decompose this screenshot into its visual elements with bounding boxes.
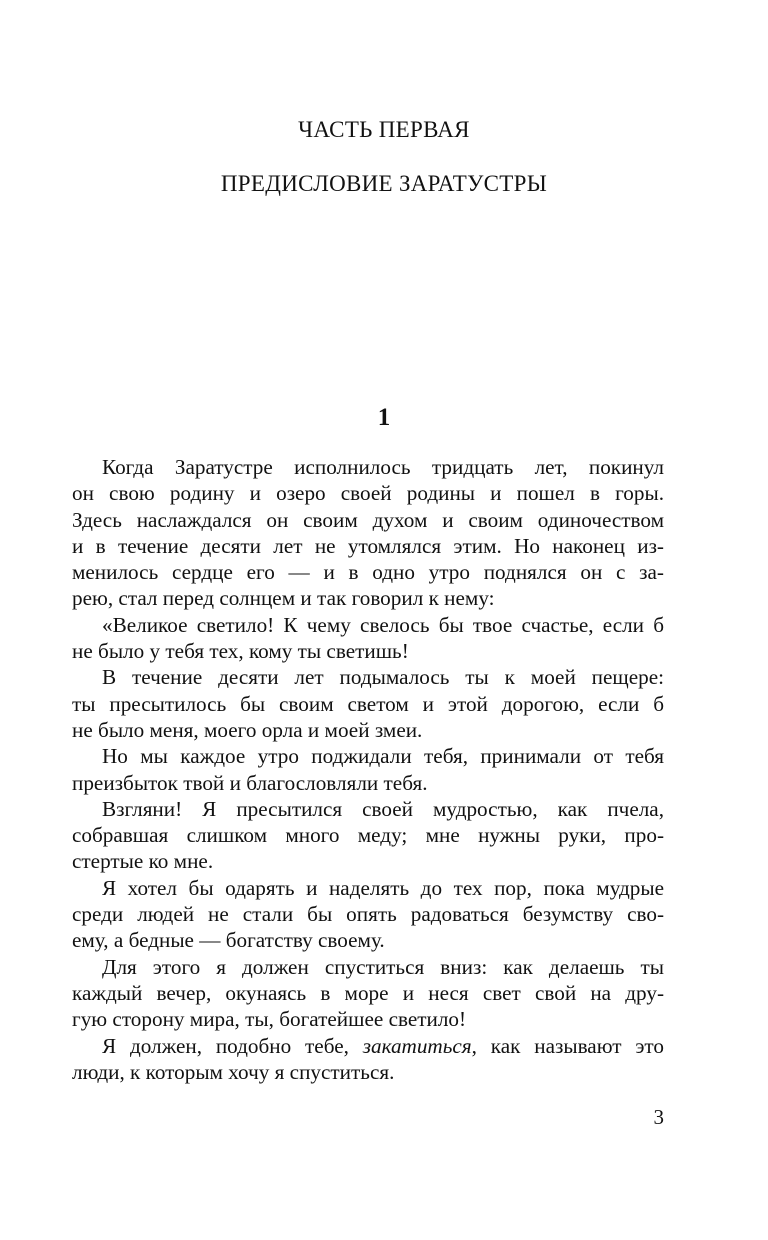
text-line: каждый вечер, окунаясь в море и неся свет свой на дру-	[72, 980, 664, 1005]
text-line: гую сторону мира, ты, богатейшее светило!	[72, 1007, 467, 1032]
text-line: люди, к которым хочу я спуститься.	[72, 1059, 395, 1084]
paragraph	[72, 664, 664, 743]
text-line: Для этого я должен спуститься вниз: как делаешь ты	[102, 954, 664, 979]
text-fragment: Я должен, подобно тебе,	[102, 1033, 363, 1058]
text-line: рею, стал перед солнцем и так говорил к нему:	[72, 586, 495, 611]
text-line: среди людей не стали бы опять радоваться безумству сво-	[72, 902, 664, 927]
section-number: 1	[377, 404, 391, 431]
text-line: Взгляни! Я пресытился своей мудростью, как пчела,	[102, 796, 664, 821]
part-title: ЧАСТЬ ПЕРВАЯ	[298, 117, 470, 142]
page-number: 3	[653, 1105, 664, 1129]
text-line: ты пресытилось бы своим светом и этой дорогою, если б	[72, 691, 664, 716]
paragraph	[72, 954, 664, 1033]
text-line: В течение десяти лет подымалось ты к моей пещере:	[102, 665, 664, 690]
text-line: Но мы каждое утро поджидали тебя, принимали от тебя	[102, 744, 664, 769]
text-line: и в течение десяти лет не утомлялся этим. Но наконец из-	[72, 533, 664, 558]
text-line: Когда Заратустре исполнилось тридцать лет, покинул	[102, 455, 664, 479]
paragraph	[72, 1033, 664, 1086]
paragraph	[72, 743, 664, 796]
paragraph	[72, 875, 664, 954]
text-line: «Великое светило! К чему свелось бы твое счастье, если б	[102, 612, 664, 637]
text-line: Здесь наслаждался он своим духом и своим одиночеством	[72, 507, 664, 532]
paragraph	[72, 612, 664, 665]
paragraph	[72, 454, 664, 612]
text-line: преизбыток твой и благословляли тебя.	[72, 770, 428, 795]
text-line	[72, 1033, 664, 1059]
text-line: стертые ко мне.	[72, 849, 214, 874]
text-line: собравшая слишком много меду; мне нужны руки, про-	[72, 823, 664, 848]
paragraph	[72, 796, 664, 875]
body-text	[72, 454, 664, 1085]
text-line: менилось сердце его — и в одно утро поднялся он с за-	[72, 560, 664, 585]
text-line: Я хотел бы одарять и наделять до тех пор, пока мудрые	[102, 875, 664, 900]
emphasis-word: закатиться	[362, 1033, 472, 1058]
text-fragment: , как называют это	[471, 1033, 664, 1058]
chapter-title: ПРЕДИСЛОВИЕ ЗАРАТУСТРЫ	[220, 171, 548, 196]
paragraphs	[72, 454, 664, 1033]
text-line: не было меня, моего орла и моей змеи.	[72, 717, 423, 742]
text-line: он свою родину и озеро своей родины и пошел в горы.	[72, 481, 664, 506]
text-line: не было у тебя тех, кому ты светишь!	[72, 639, 409, 664]
text-line: ему, а бедные — богатству своему.	[72, 928, 385, 953]
